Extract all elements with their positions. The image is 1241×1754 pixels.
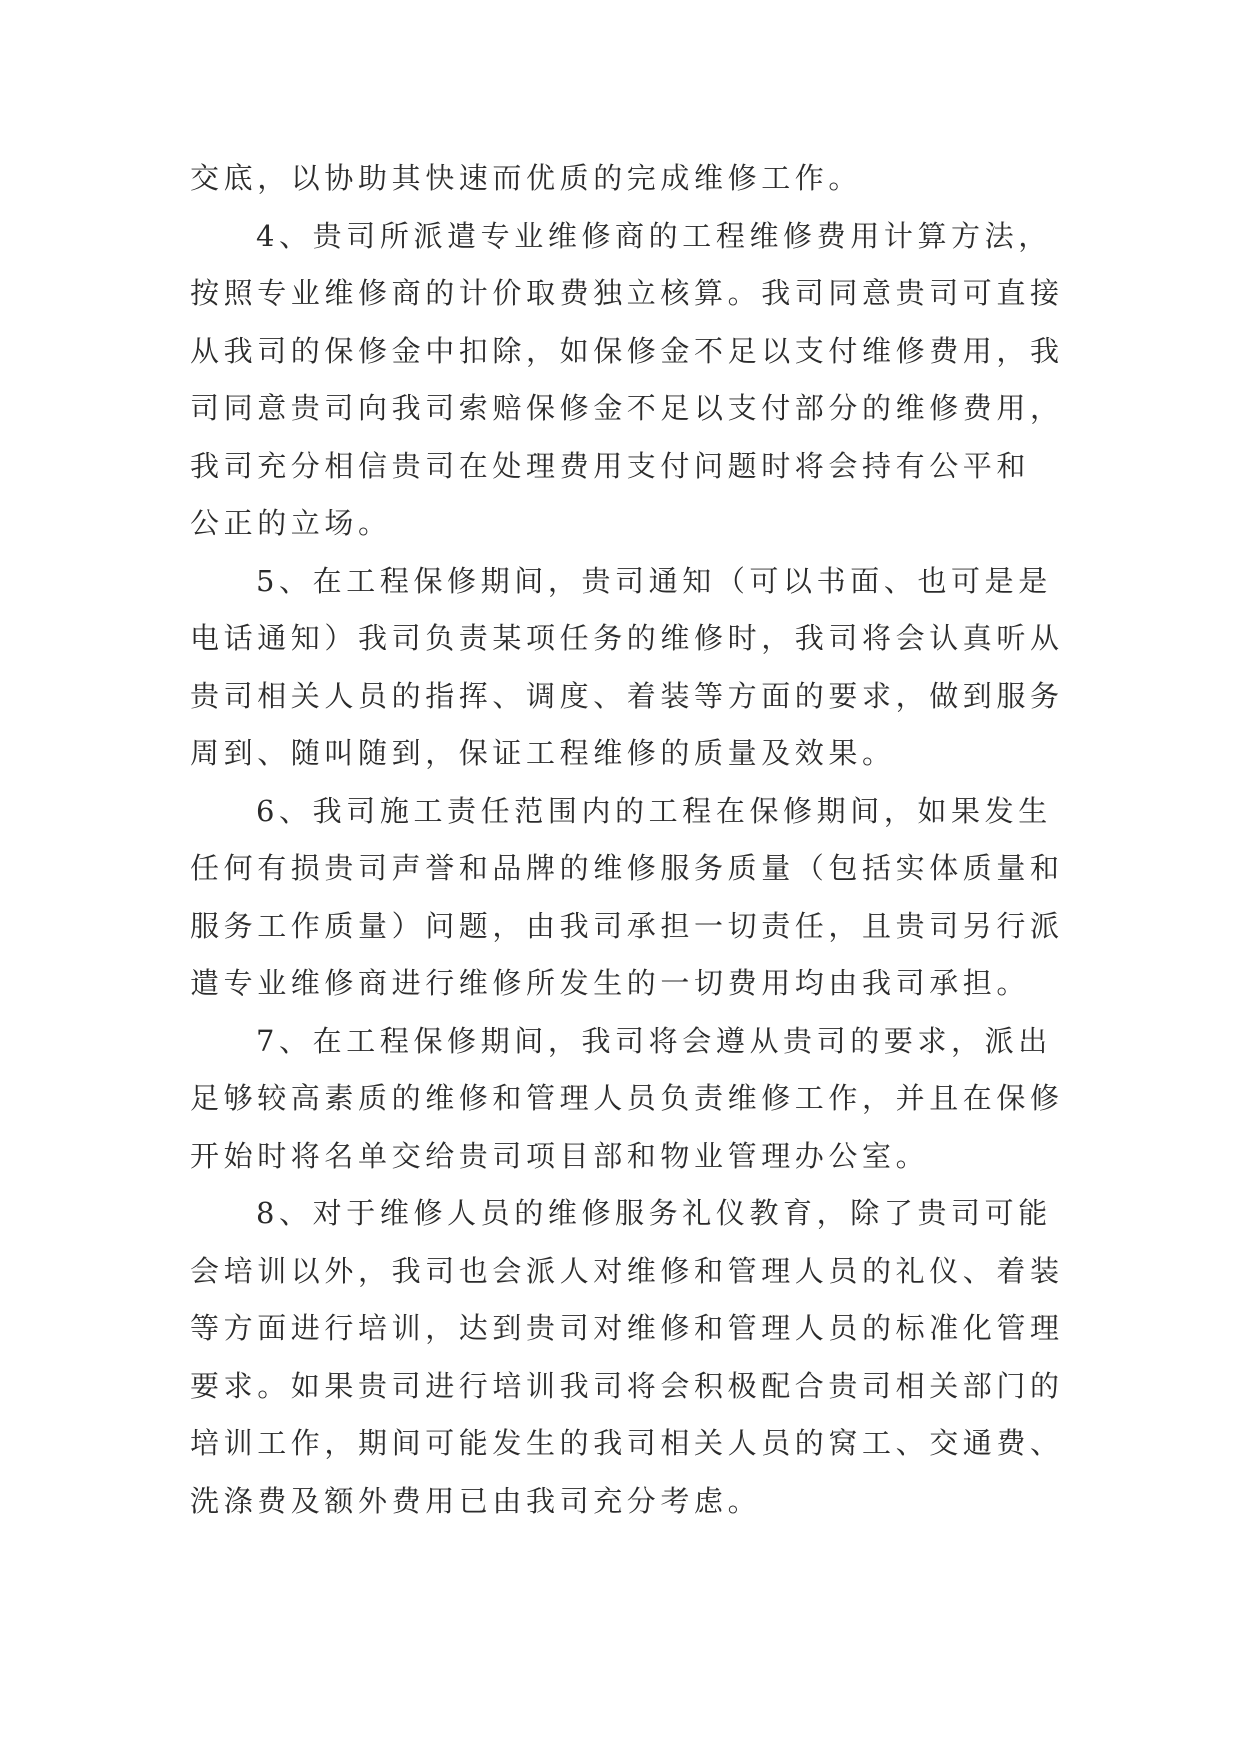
text-line: 要求。如果贵司进行培训我司将会积极配合贵司相关部门的 <box>190 1368 1064 1403</box>
text-line: 洗涤费及额外费用已由我司充分考虑。 <box>190 1483 762 1518</box>
text-line: 周到、随叫随到，保证工程维修的质量及效果。 <box>190 736 896 770</box>
text-line: 交底，以协助其快速而优质的完成维修工作。 <box>190 161 863 195</box>
text-line: 电话通知）我司负责某项任务的维修时，我司将会认真听从 <box>190 621 1064 655</box>
text-line: 足够较高素质的维修和管理人员负责维修工作，并且在保修 <box>190 1081 1064 1115</box>
text-line: 6、我司施工责任范围内的工程在保修期间，如果发生 <box>256 793 1052 828</box>
text-line: 培训工作，期间可能发生的我司相关人员的窝工、交通费、 <box>190 1426 1064 1460</box>
text-line: 5、在工程保修期间，贵司通知（可以书面、也可是是 <box>256 563 1052 598</box>
text-line: 司同意贵司向我司索赔保修金不足以支付部分的维修费用， <box>190 391 1064 425</box>
text-line: 开始时将名单交给贵司项目部和物业管理办公室。 <box>190 1138 930 1173</box>
text-line: 贵司相关人员的指挥、调度、着装等方面的要求，做到服务 <box>190 678 1064 713</box>
text-line: 从我司的保修金中扣除，如保修金不足以支付维修费用，我 <box>190 333 1064 368</box>
text-line: 公正的立场。 <box>190 506 392 540</box>
text-line: 服务工作质量）问题，由我司承担一切责任，且贵司另行派 <box>190 908 1064 943</box>
text-line: 任何有损贵司声誉和品牌的维修服务质量（包括实体质量和 <box>190 851 1064 885</box>
text-line: 7、在工程保修期间，我司将会遵从贵司的要求，派出 <box>256 1023 1052 1058</box>
text-line: 4、贵司所派遣专业维修商的工程维修费用计算方法， <box>256 218 1052 253</box>
text-line: 我司充分相信贵司在处理费用支付问题时将会持有公平和 <box>190 448 1031 483</box>
text-line: 遣专业维修商进行维修所发生的一切费用均由我司承担。 <box>190 966 1031 1000</box>
text-line: 会培训以外，我司也会派人对维修和管理人员的礼仪、着装 <box>190 1253 1064 1288</box>
body-text <box>190 150 1070 1530</box>
text-line: 等方面进行培训，达到贵司对维修和管理人员的标准化管理 <box>190 1311 1064 1345</box>
text-line: 8、对于维修人员的维修服务礼仪教育，除了贵司可能 <box>256 1196 1052 1230</box>
text-line: 按照专业维修商的计价取费独立核算。我司同意贵司可直接 <box>190 276 1064 310</box>
